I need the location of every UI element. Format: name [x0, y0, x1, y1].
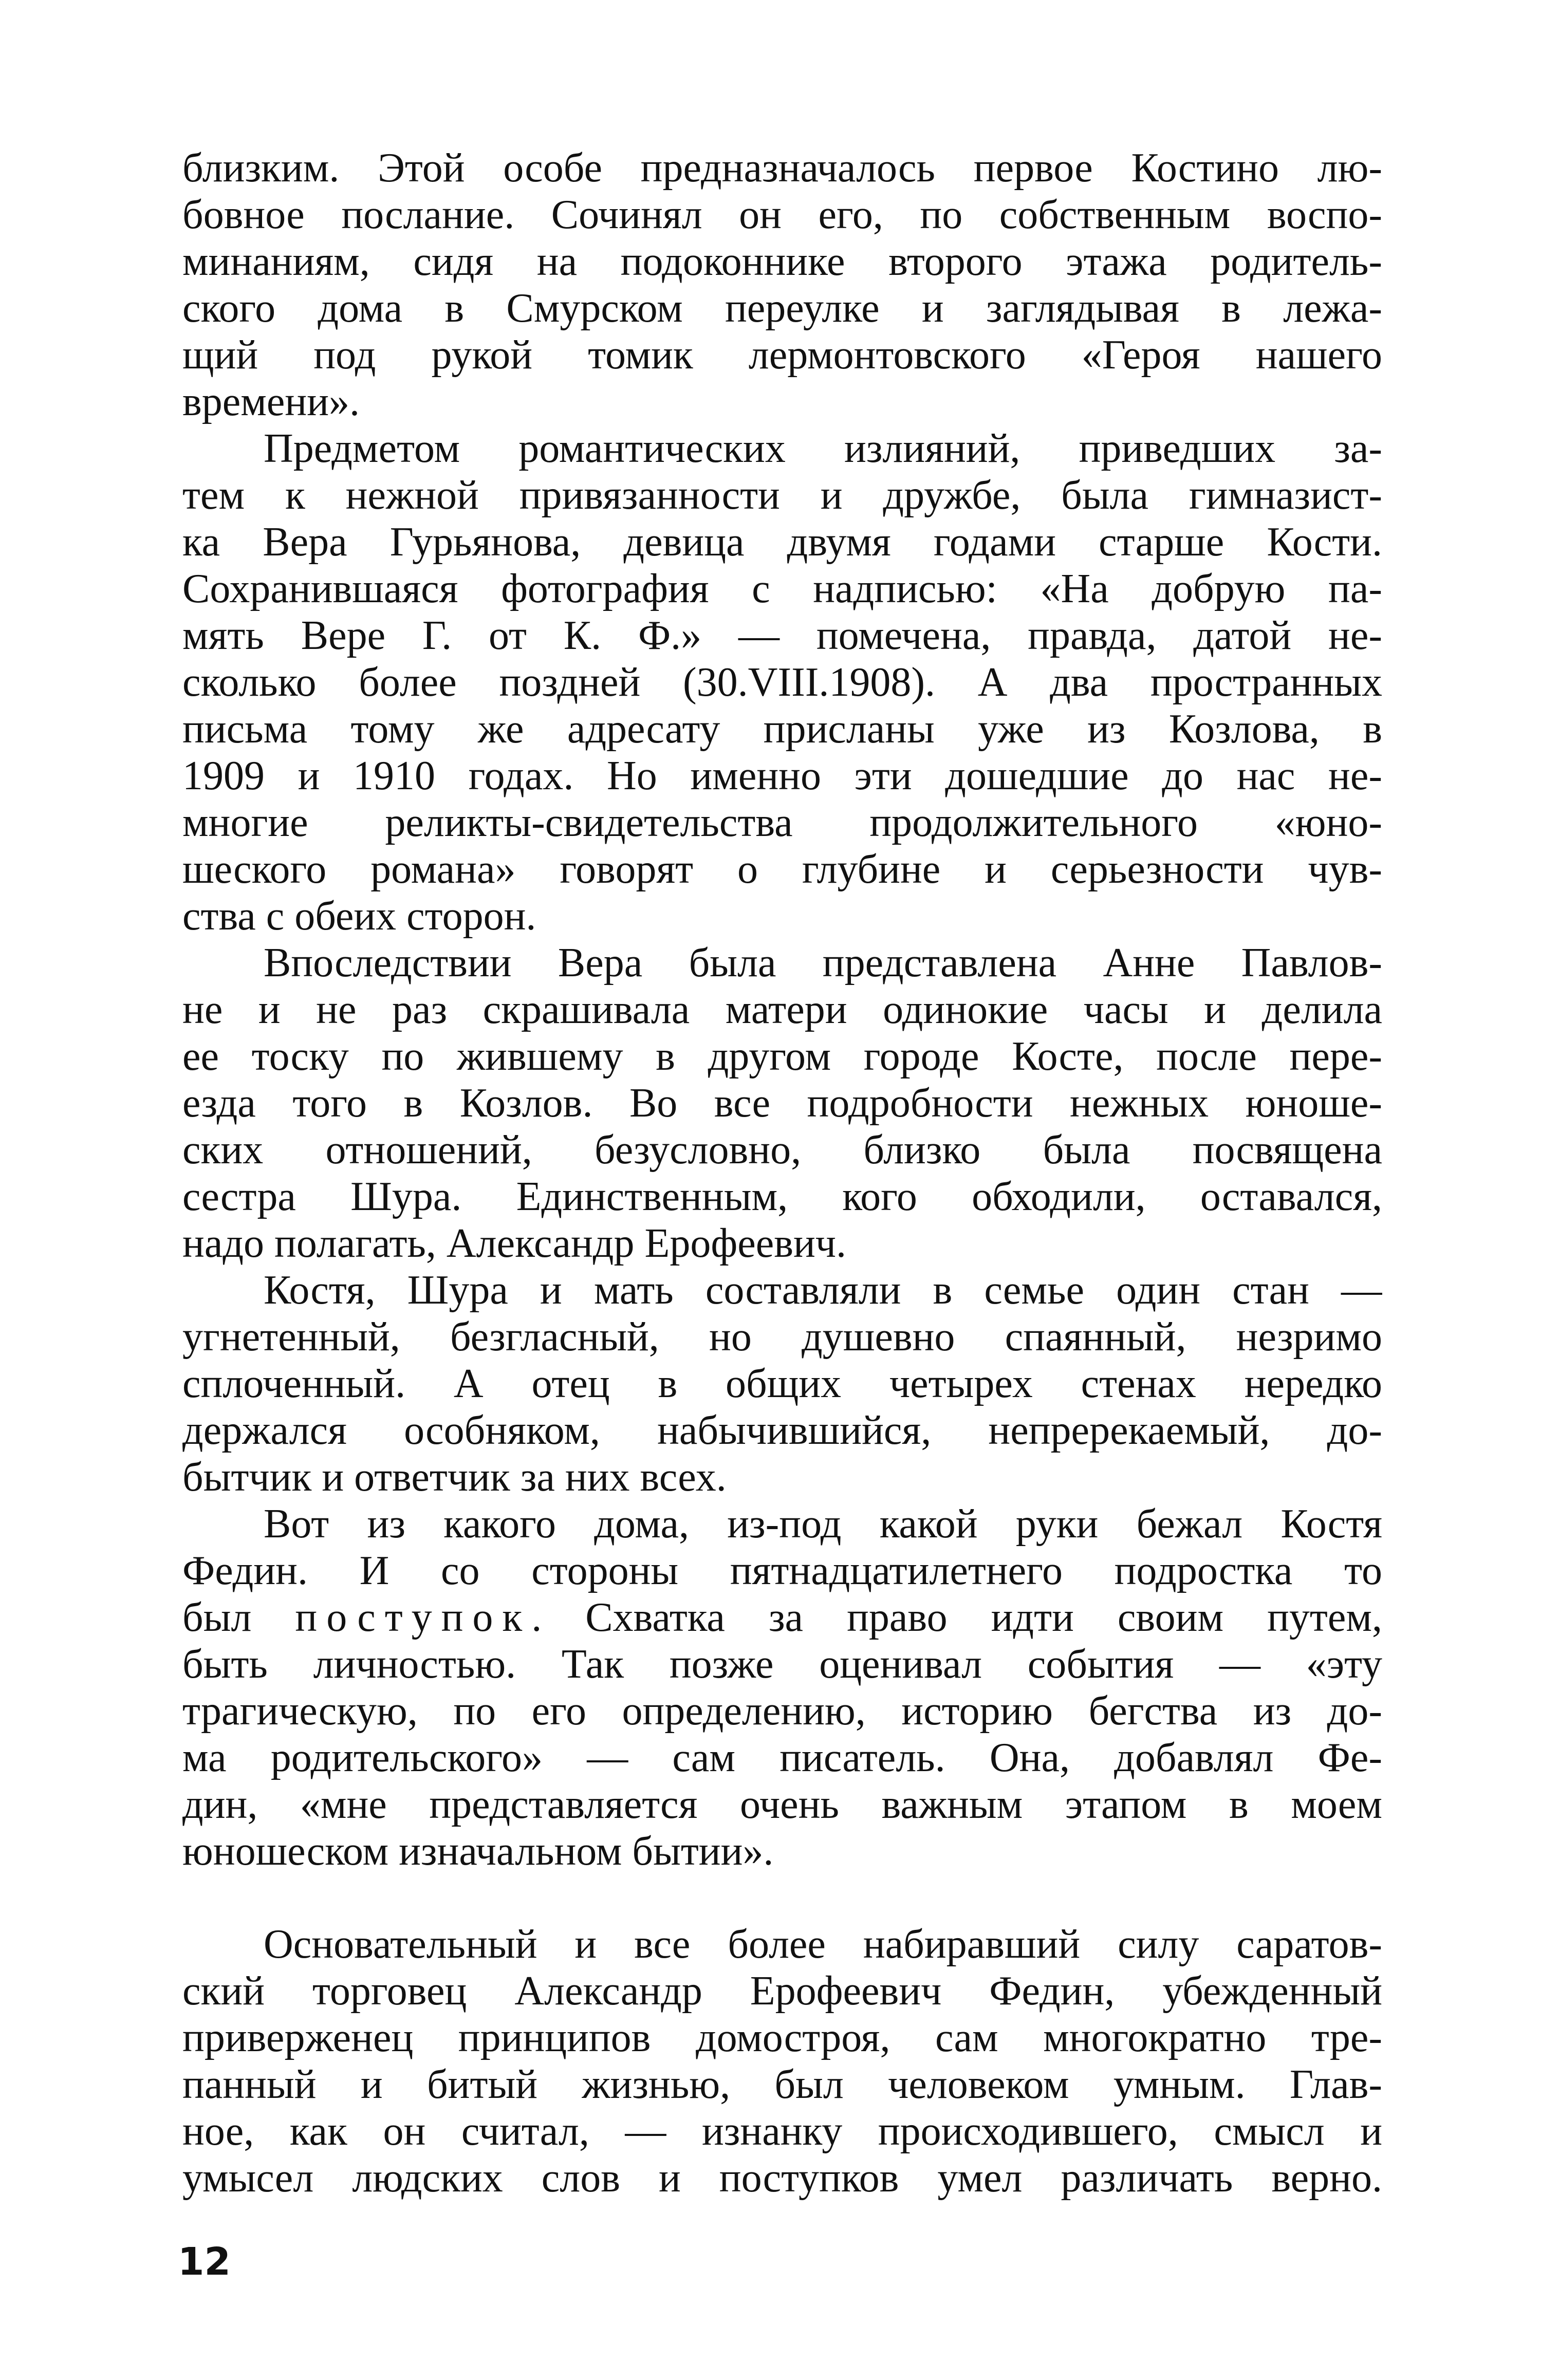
emphasized-word: поступок [295, 1595, 532, 1640]
text-line: мять Вере Г. от К. Ф.» — помечена, правда, датой не- [182, 613, 1382, 658]
text-line: умысел людских слов и поступков умел различать верно. [182, 2155, 1382, 2201]
section-text-block [182, 1921, 1382, 2202]
paragraph-first-line: Костя, Шура и мать составляли в семье один стан — [264, 1268, 1382, 1313]
paragraph-first-line: Предметом романтических излияний, приведших за- [264, 426, 1382, 471]
text-line: ского дома в Смурском переулке и заглядывая в лежа- [182, 286, 1382, 331]
paragraph-first-line: Вот из какого дома, из-под какой руки бежал Костя [264, 1501, 1382, 1547]
text-line: ства с обеих сторон. [182, 894, 536, 939]
main-text-block [182, 145, 1382, 1875]
text-line: ских отношений, безусловно, близко была посвящена [182, 1127, 1382, 1173]
text-line: быть личностью. Так позже оценивал события — «эту [182, 1642, 1382, 1687]
text-line: езда того в Козлов. Во все подробности нежных юноше- [182, 1081, 1382, 1126]
text-line: сестра Шура. Единственным, кого обходили, оставался, [182, 1174, 1382, 1219]
text-line: времени». [182, 379, 360, 424]
text-line: тем к нежной привязанности и дружбе, была гимназист- [182, 473, 1382, 518]
text-line: близким. Этой особе предназначалось первое Костино лю- [182, 145, 1382, 191]
text-line: трагическую, по его определению, историю бегства из до- [182, 1688, 1382, 1734]
text-line: ма родительского» — сам писатель. Она, добавлял Фе- [182, 1735, 1382, 1780]
text-line: 1909 и 1910 годах. Но именно эти дошедшие до нас не- [182, 753, 1382, 798]
text-line: угнетенный, безгласный, но душевно спаянный, незримо [182, 1314, 1382, 1360]
page-number: 12 [178, 2240, 231, 2284]
text-line: бытчик и ответчик за них всех. [182, 1455, 727, 1500]
text-line: ский торговец Александр Ерофеевич Федин, убежденный [182, 1968, 1382, 2014]
text-line: шеского романа» говорят о глубине и серьезности чув- [182, 847, 1382, 892]
text-line: юношеском изначальном бытии». [182, 1829, 774, 1874]
text-line: надо полагать, Александр Ерофеевич. [182, 1221, 847, 1266]
text-line: бовное послание. Сочинял он его, по собственным воспо- [182, 192, 1382, 237]
text-line: минаниям, сидя на подоконнике второго этажа родитель- [182, 239, 1382, 284]
text-line: был поступок. Схватка за право идти своим путем, [182, 1595, 1382, 1640]
text-line: приверженец принципов домостроя, сам многократно тре- [182, 2015, 1382, 2060]
text-line: держался особняком, набычившийся, непререкаемый, до- [182, 1408, 1382, 1453]
text-line: сплоченный. А отец в общих четырех стенах нередко [182, 1361, 1382, 1406]
text-line: не и не раз скрашивала матери одинокие часы и делила [182, 987, 1382, 1032]
paragraph-first-line: Впоследствии Вера была представлена Анне Павлов- [264, 940, 1382, 986]
text-line: панный и битый жизнью, был человеком умным. Глав- [182, 2062, 1382, 2107]
text-line: щий под рукой томик лермонтовского «Героя нашего [182, 332, 1382, 378]
text-line: письма тому же адресату присланы уже из Козлова, в [182, 706, 1382, 752]
text-line: ное, как он считал, — изнанку происходившего, смысл и [182, 2109, 1382, 2154]
text-line: многие реликты-свидетельства продолжительного «юно- [182, 800, 1382, 845]
text-line: Сохранившаяся фотография с надписью: «На добрую па- [182, 566, 1382, 611]
paragraph-first-line: Основательный и все более набиравший силу саратов- [264, 1922, 1382, 1967]
text-line: сколько более поздней (30.VIII.1908). А два пространных [182, 660, 1382, 705]
text-line: дин, «мне представляется очень важным этапом в моем [182, 1782, 1382, 1827]
text-line: ее тоску по жившему в другом городе Косте, после пере- [182, 1034, 1382, 1079]
text-line: ка Вера Гурьянова, девица двумя годами старше Кости. [182, 519, 1382, 565]
text-line: Федин. И со стороны пятнадцатилетнего подростка то [182, 1548, 1382, 1593]
